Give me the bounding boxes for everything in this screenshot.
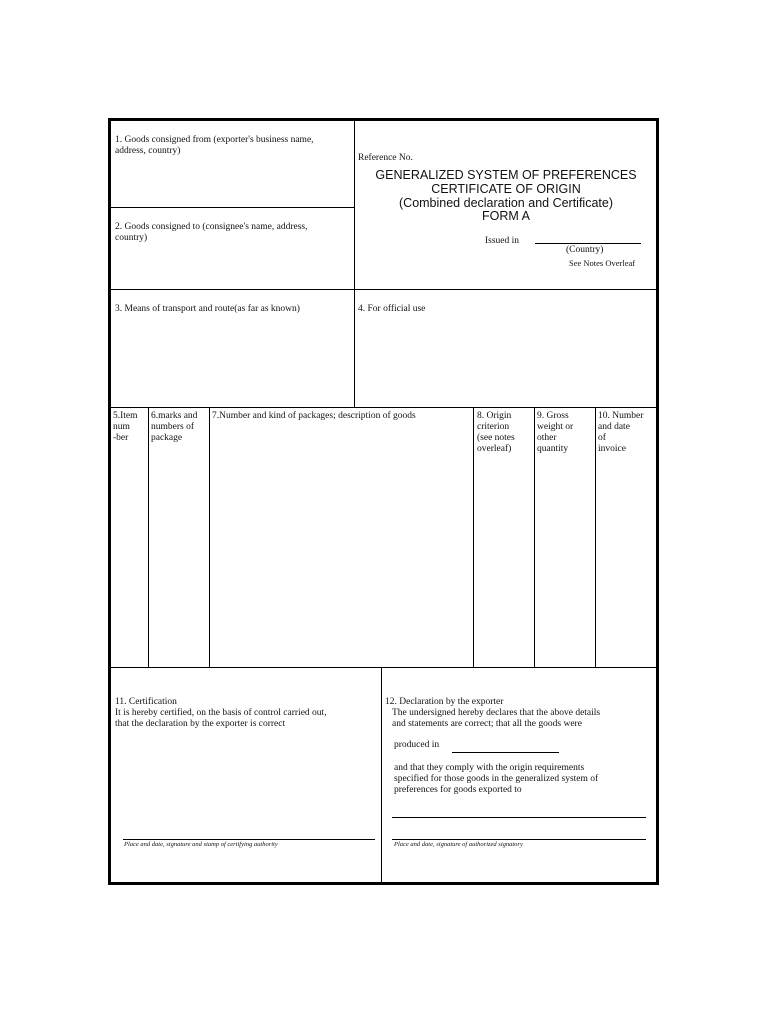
form-title-line2: CERTIFICATE OF ORIGIN	[431, 182, 581, 196]
exported-to-field[interactable]	[392, 817, 646, 818]
col10-header: 10. Number and date of invoice	[598, 411, 644, 454]
reference-number-label: Reference No.	[358, 153, 413, 163]
box12-title: 12. Declaration by the exporter	[385, 697, 504, 707]
divider-row3-row4	[111, 667, 656, 668]
divider-row1-row2	[111, 289, 656, 290]
col8-header: 8. Origin criterion (see notes overleaf)	[477, 411, 515, 454]
box12-signature-line[interactable]	[392, 839, 646, 840]
box12-signature-caption: Place and date, signature of authorized signatory	[394, 841, 523, 848]
col7-header: 7.Number and kind of packages; description of goods	[212, 411, 416, 421]
certificate-form	[108, 118, 659, 885]
divider-col6-col7	[209, 407, 210, 668]
form-title-line4: FORM A	[482, 209, 530, 223]
form-title-line3: (Combined declaration and Certificate)	[399, 196, 613, 210]
box11-signature-line[interactable]	[123, 839, 375, 840]
box11-text: It is hereby certified, on the basis of control carried out, that the declaration by the exporter is correct	[115, 708, 327, 729]
see-notes-overleaf: See Notes Overleaf	[569, 258, 636, 268]
country-caption: (Country)	[566, 245, 604, 255]
divider-box11-box12	[381, 667, 382, 882]
box2-label: 2. Goods consigned to (consignee's name, address, country)	[115, 222, 308, 243]
col6-header: 6.marks and numbers of package	[151, 411, 198, 443]
form-title-line1: GENERALIZED SYSTEM OF PREFERENCES	[375, 168, 637, 182]
box4-label: 4. For official use	[358, 304, 426, 314]
issued-in-label: Issued in	[485, 236, 520, 246]
divider-col8-col9	[534, 407, 535, 668]
col5-header: 5.Item num -ber	[113, 411, 138, 443]
divider-col7-col8	[473, 407, 474, 668]
divider-main-vertical-top	[354, 121, 355, 407]
divider-box1-box2	[111, 207, 355, 208]
box12-text1: The undersigned hereby declares that the above details and statements are correct; that all the goods were	[392, 708, 601, 729]
divider-col9-col10	[595, 407, 596, 668]
col9-header: 9. Gross weight or other quantity	[537, 411, 574, 454]
produced-in-field[interactable]	[452, 752, 559, 753]
produced-in-label: produced in	[394, 740, 440, 750]
box11-title: 11. Certification	[115, 697, 177, 707]
box12-text2: and that they comply with the origin requirements specified for those goods in the generalized system of preferences for goods exported to	[394, 763, 599, 795]
issued-in-field[interactable]	[535, 243, 641, 244]
box1-label: 1. Goods consigned from (exporter's business name, address, country)	[115, 135, 314, 156]
divider-row2-row3	[111, 407, 656, 408]
box3-label: 3. Means of transport and route(as far as known)	[115, 304, 300, 314]
divider-col5-col6	[148, 407, 149, 668]
box11-signature-caption: Place and date, signature and stamp of certifying authority	[124, 841, 278, 848]
